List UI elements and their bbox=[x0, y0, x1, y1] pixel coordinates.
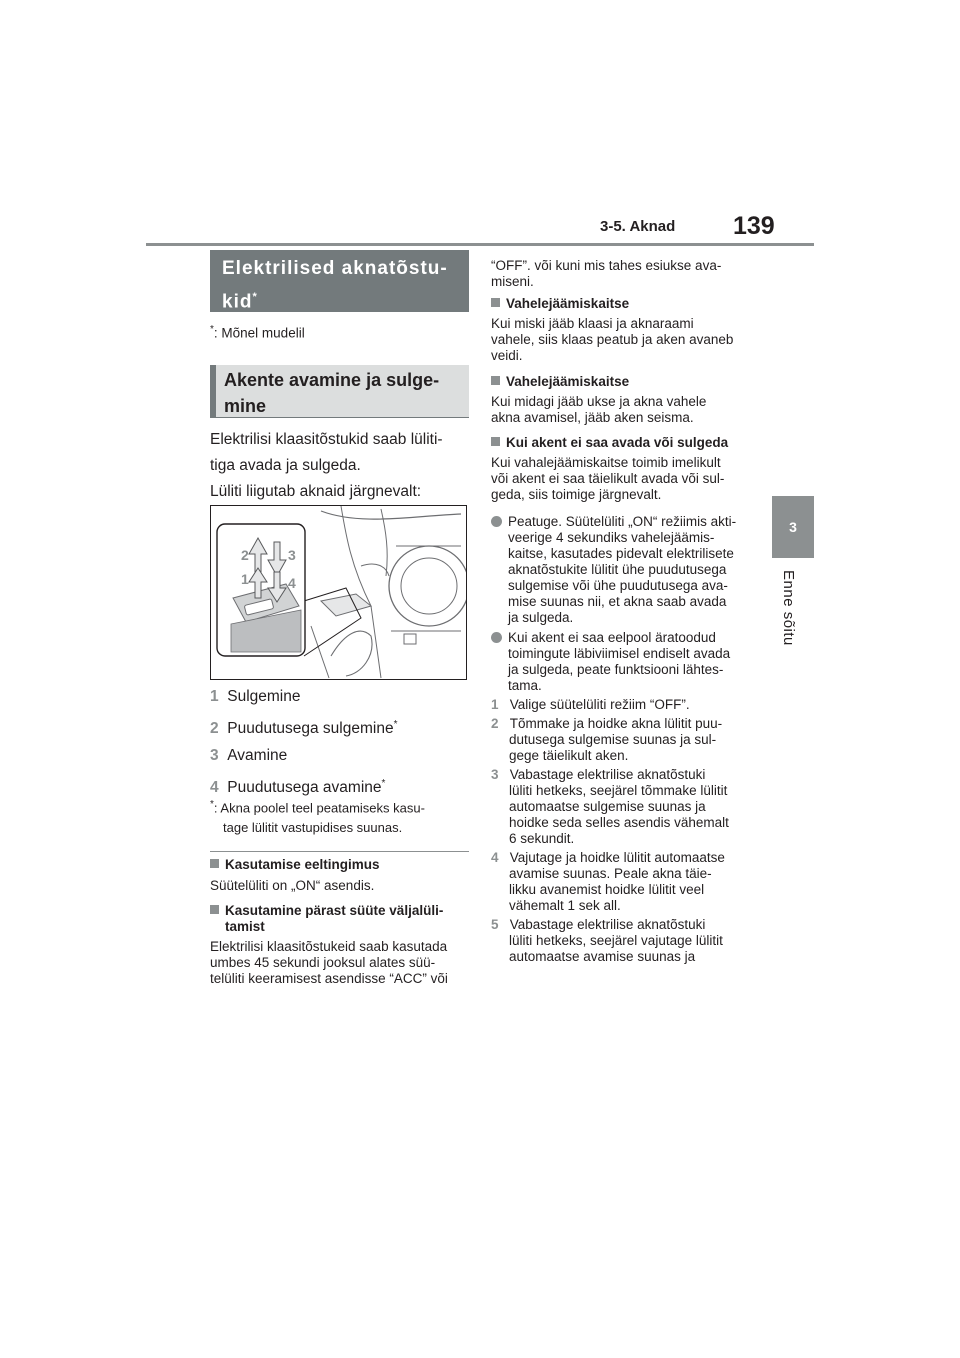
text-line: sulgemise või ühe puudutusega ava- bbox=[508, 578, 728, 593]
step-line: hoidke seda selles asendis vähemalt bbox=[509, 815, 729, 830]
step-line: Vajutage ja hoidke lülitit automaatse bbox=[509, 850, 725, 865]
step-item bbox=[491, 767, 729, 847]
step-number: 2 bbox=[491, 716, 499, 731]
step-number: 5 bbox=[491, 917, 499, 932]
subsection-after-ignition bbox=[210, 903, 448, 987]
text-line: “OFF”. või kuni mis tahes esiukse ava- bbox=[491, 258, 722, 273]
window-switch-illustration bbox=[210, 505, 467, 680]
legend-sup: * bbox=[393, 718, 398, 730]
illustration-svg bbox=[211, 506, 466, 679]
intro-text bbox=[210, 427, 443, 505]
section-title: 3-5. Aknad bbox=[600, 218, 676, 235]
subsection-line: telüliti keeramisest asendisse “ACC” või bbox=[210, 971, 448, 986]
subsection-title: Kui akent ei saa avada või sulgeda bbox=[506, 435, 729, 450]
text-line: akna avamisel, jääb aken seisma. bbox=[491, 410, 694, 425]
footnote-models bbox=[210, 322, 305, 342]
legend-text: Puudutusega avamine bbox=[227, 778, 382, 796]
heading-line: Elektrilised aknatõstu- bbox=[222, 258, 448, 279]
circle-bullet-icon bbox=[491, 516, 502, 527]
text-line: mise suunas nii, et akna saab avada bbox=[508, 594, 727, 609]
subsection-title: Kasutamine pärast süüte väljalüli- bbox=[225, 903, 444, 918]
step-line: automaatse avamise suunas ja bbox=[509, 949, 696, 964]
step-line: lüliti hetkeks, seejärel tõmmake lülitit bbox=[509, 783, 728, 798]
bullet-reset-2 bbox=[491, 630, 730, 694]
step-line: Vabastage elektrilise aknatõstuki bbox=[509, 917, 706, 932]
callout-4: 4 bbox=[288, 575, 296, 591]
subsection-title: Vahelejäämiskaitse bbox=[506, 296, 630, 311]
chapter-tab: 3 bbox=[772, 496, 814, 558]
legend-number: 2 bbox=[210, 719, 219, 737]
circle-bullet-icon bbox=[491, 632, 502, 643]
text-line: geda, siis toimige järgnevalt. bbox=[491, 487, 662, 502]
legend-sup: * bbox=[381, 777, 386, 789]
subsection-conditions bbox=[210, 857, 380, 894]
legend-number: 1 bbox=[210, 688, 219, 705]
legend-item bbox=[210, 742, 397, 770]
subsection-line: Elektrilisi klaasitõstukeid saab kasutada bbox=[210, 939, 448, 954]
step-line: Vabastage elektrilise aknatõstuki bbox=[509, 767, 706, 782]
text-line: veidi. bbox=[491, 348, 523, 363]
text-line: tama. bbox=[508, 678, 542, 693]
heading-box-open-close bbox=[210, 365, 469, 418]
text-line: Kui midagi jääb ukse ja akna vahele bbox=[491, 394, 707, 409]
step-item bbox=[491, 716, 729, 764]
square-bullet-icon bbox=[210, 905, 219, 914]
footnote-mark: * bbox=[210, 799, 214, 810]
chapter-label: Enne sõitu bbox=[780, 570, 797, 646]
page-number: 139 bbox=[733, 212, 775, 240]
text-line: toimingute läbiviimisel endiselt avada bbox=[508, 646, 731, 661]
text-line: Kui miski jääb klaasi ja aknaraami bbox=[491, 316, 694, 331]
intro-line: Elektrilisi klaasitõstukid saab lüliti- bbox=[210, 431, 443, 448]
heading-sup: * bbox=[252, 291, 258, 303]
step-line: Tõmmake ja hoidke akna lülitit puu- bbox=[509, 716, 723, 731]
step-line: vähemalt 1 sek all. bbox=[509, 898, 621, 913]
text-line: vahele, siis klaas peatub ja aken avaneb bbox=[491, 332, 734, 347]
subsection-cannot-open bbox=[491, 435, 728, 503]
legend-text: Avamine bbox=[227, 747, 288, 765]
step-number: 4 bbox=[491, 850, 499, 865]
step-line: 6 sekundit. bbox=[509, 831, 575, 846]
subsection-jam-protection-2 bbox=[491, 374, 706, 426]
legend-item bbox=[210, 711, 397, 743]
intro-line: tiga avada ja sulgeda. bbox=[210, 457, 361, 474]
step-line: likku avanemist hoidke lülitit veel bbox=[509, 882, 705, 897]
text-line: ja sulgeda, peate funktsiooni lähtes- bbox=[508, 662, 724, 677]
step-line: gege täielikult aken. bbox=[509, 748, 629, 763]
step-item bbox=[491, 917, 729, 965]
intro-line: Lüliti liigutab aknaid järgnevalt: bbox=[210, 483, 422, 500]
square-bullet-icon bbox=[491, 376, 500, 385]
callout-3: 3 bbox=[288, 547, 296, 563]
step-line: automaatse sulgemise suunas ja bbox=[509, 799, 706, 814]
subsection-jam-protection-1 bbox=[491, 296, 733, 364]
step-number: 3 bbox=[491, 767, 499, 782]
step-line: Valige süütelüliti režiim “OFF”. bbox=[509, 697, 690, 712]
step-line: dutusega sulgemise suunas ja sul- bbox=[509, 732, 717, 747]
square-bullet-icon bbox=[210, 859, 219, 868]
heading-line: kid bbox=[222, 291, 253, 313]
callout-1: 1 bbox=[241, 571, 249, 587]
footnote-line: : Akna poolel teel peatamiseks kasu- bbox=[213, 800, 425, 816]
text-line: või akent ei saa täielikult avada või sul- bbox=[491, 471, 725, 486]
legend-number: 3 bbox=[210, 747, 219, 765]
step-line: avamise suunas. Peale akna täie- bbox=[509, 866, 712, 881]
callout-2: 2 bbox=[241, 547, 249, 563]
step-line: lüliti hetkeks, seejärel vajutage lülitit bbox=[509, 933, 723, 948]
subsection-line: umbes 45 sekundi jooksul alates süü- bbox=[210, 955, 436, 970]
heading-line: mine bbox=[224, 396, 267, 416]
footnote-mark: * bbox=[210, 324, 214, 335]
text-line: Kui akent ei saa eelpool äratoodud bbox=[508, 630, 716, 645]
heading-box-power-windows bbox=[210, 250, 469, 312]
step-item bbox=[491, 850, 729, 914]
text-line: Kui vahalejäämiskaitse toimib imelikult bbox=[491, 455, 721, 470]
legend-text: Puudutusega sulgemine bbox=[227, 719, 394, 737]
section-divider bbox=[210, 851, 469, 852]
step-item bbox=[491, 697, 729, 713]
footnote-text: : Mõnel mudelil bbox=[213, 325, 305, 341]
header-rule bbox=[146, 243, 814, 246]
subsection-title: Vahelejäämiskaitse bbox=[506, 374, 630, 389]
legend-number: 4 bbox=[210, 778, 219, 796]
text-line: kaitse, kasutades pidevalt elektrilisete bbox=[508, 546, 734, 561]
subsection-text: Süütelüliti on „ON“ asendis. bbox=[210, 878, 375, 893]
heading-line: Akente avamine ja sulge- bbox=[224, 370, 440, 390]
text-line: Peatuge. Süütelüliti „ON“ režiimis akti- bbox=[508, 514, 737, 529]
text-line: veerige 4 sekundiks vahelejäämis- bbox=[508, 530, 715, 545]
reset-steps bbox=[491, 697, 729, 965]
footnote-reverse bbox=[210, 795, 425, 838]
legend-list bbox=[210, 683, 397, 801]
text-line: aknatõstukite lülitit ühe puudutusega bbox=[508, 562, 727, 577]
step-number: 1 bbox=[491, 697, 499, 712]
square-bullet-icon bbox=[491, 437, 500, 446]
text-line: miseni. bbox=[491, 274, 534, 289]
right-continuation bbox=[491, 258, 721, 290]
square-bullet-icon bbox=[491, 298, 500, 307]
subsection-title-cont: tamist bbox=[225, 919, 265, 934]
legend-text: Sulgemine bbox=[227, 688, 301, 705]
text-line: ja sulgeda. bbox=[508, 610, 574, 625]
legend-item bbox=[210, 683, 397, 711]
footnote-line: tage lülitit vastupidises suunas. bbox=[223, 820, 403, 836]
bullet-reset-1 bbox=[491, 514, 736, 626]
subsection-title: Kasutamise eeltingimus bbox=[225, 857, 380, 872]
